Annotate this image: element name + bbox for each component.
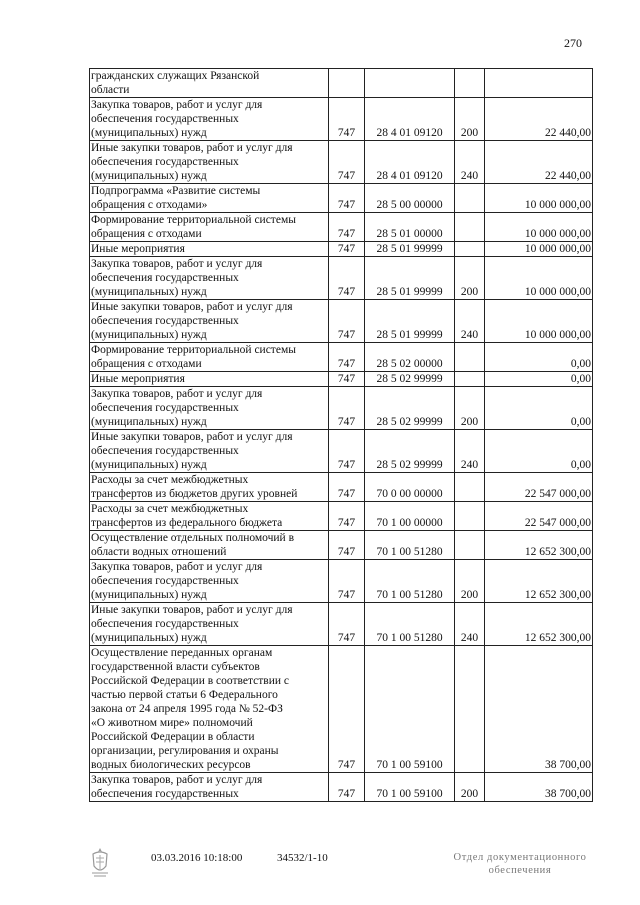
cell-name: Закупка товаров, работ и услуг для обеспечения государственных: [90, 773, 329, 802]
cell-ved: 747: [329, 343, 365, 372]
cell-csr: 70 1 00 51280: [365, 560, 455, 603]
cell-csr: 28 5 02 99999: [365, 372, 455, 387]
cell-vr: [455, 69, 485, 98]
footer-datetime: 03.03.2016 10:18:00: [151, 852, 243, 864]
coat-of-arms-icon: [89, 846, 111, 878]
cell-ved: 747: [329, 242, 365, 257]
cell-sum: [485, 69, 593, 98]
cell-name: Иные закупки товаров, работ и услуг для обеспечения государственных (муниципальных) нужд: [90, 300, 329, 343]
cell-name: гражданских служащих Рязанской области: [90, 69, 329, 98]
table-row: [90, 773, 593, 802]
cell-ved: 747: [329, 141, 365, 184]
cell-csr: 28 5 02 99999: [365, 430, 455, 473]
cell-csr: 28 5 01 99999: [365, 257, 455, 300]
cell-name: Закупка товаров, работ и услуг для обеспечения государственных (муниципальных) нужд: [90, 98, 329, 141]
cell-name: Иные закупки товаров, работ и услуг для обеспечения государственных (муниципальных) нужд: [90, 141, 329, 184]
cell-csr: 28 5 00 00000: [365, 184, 455, 213]
cell-csr: 28 5 02 99999: [365, 387, 455, 430]
cell-csr: 28 5 01 99999: [365, 242, 455, 257]
cell-ved: 747: [329, 300, 365, 343]
cell-ved: 747: [329, 773, 365, 802]
cell-vr: 240: [455, 430, 485, 473]
cell-ved: 747: [329, 430, 365, 473]
cell-sum: 10 000 000,00: [485, 300, 593, 343]
table-row: [90, 257, 593, 300]
table-row: [90, 184, 593, 213]
cell-name: Иные мероприятия: [90, 372, 329, 387]
cell-sum: 12 652 300,00: [485, 560, 593, 603]
cell-name: Иные закупки товаров, работ и услуг для обеспечения государственных (муниципальных) нужд: [90, 430, 329, 473]
cell-csr: 28 5 02 00000: [365, 343, 455, 372]
cell-vr: 200: [455, 560, 485, 603]
table-row: [90, 300, 593, 343]
department-stamp-line1: Отдел документационного: [453, 852, 587, 863]
department-stamp-line2: обеспечения: [488, 865, 552, 876]
budget-table-body: [90, 69, 593, 802]
cell-vr: [455, 343, 485, 372]
table-row: [90, 98, 593, 141]
cell-sum: 10 000 000,00: [485, 257, 593, 300]
cell-ved: 747: [329, 372, 365, 387]
cell-name: Формирование территориальной системы обращения с отходами: [90, 343, 329, 372]
cell-vr: 240: [455, 300, 485, 343]
table-row: [90, 387, 593, 430]
cell-ved: 747: [329, 560, 365, 603]
cell-vr: 200: [455, 387, 485, 430]
cell-sum: 22 547 000,00: [485, 502, 593, 531]
cell-ved: 747: [329, 387, 365, 430]
cell-name: Закупка товаров, работ и услуг для обеспечения государственных (муниципальных) нужд: [90, 257, 329, 300]
cell-name: Формирование территориальной системы обращения с отходами: [90, 213, 329, 242]
cell-csr: 70 1 00 00000: [365, 502, 455, 531]
table-row: [90, 646, 593, 773]
department-stamp: [445, 851, 595, 877]
cell-sum: 0,00: [485, 387, 593, 430]
table-row: [90, 502, 593, 531]
cell-csr: 70 1 00 51280: [365, 603, 455, 646]
table-row: [90, 141, 593, 184]
cell-vr: [455, 213, 485, 242]
table-row: [90, 213, 593, 242]
cell-sum: 10 000 000,00: [485, 242, 593, 257]
cell-sum: 0,00: [485, 430, 593, 473]
cell-sum: 38 700,00: [485, 773, 593, 802]
cell-ved: 747: [329, 184, 365, 213]
table-row: [90, 372, 593, 387]
cell-ved: 747: [329, 98, 365, 141]
cell-name: Расходы за счет межбюджетных трансфертов из бюджетов других уровней: [90, 473, 329, 502]
cell-vr: 200: [455, 257, 485, 300]
cell-csr: 28 5 01 00000: [365, 213, 455, 242]
cell-sum: 22 440,00: [485, 141, 593, 184]
cell-name: Иные закупки товаров, работ и услуг для обеспечения государственных (муниципальных) нужд: [90, 603, 329, 646]
cell-vr: 240: [455, 603, 485, 646]
budget-table: [89, 68, 593, 802]
cell-csr: [365, 69, 455, 98]
cell-name: Расходы за счет межбюджетных трансфертов из федерального бюджета: [90, 502, 329, 531]
cell-sum: 22 440,00: [485, 98, 593, 141]
cell-csr: 70 1 00 59100: [365, 773, 455, 802]
table-row: [90, 69, 593, 98]
cell-vr: [455, 184, 485, 213]
cell-sum: 38 700,00: [485, 646, 593, 773]
cell-name: Закупка товаров, работ и услуг для обеспечения государственных (муниципальных) нужд: [90, 560, 329, 603]
cell-csr: 70 1 00 51280: [365, 531, 455, 560]
cell-vr: [455, 646, 485, 773]
cell-sum: 12 652 300,00: [485, 603, 593, 646]
cell-sum: 12 652 300,00: [485, 531, 593, 560]
cell-csr: 70 0 00 00000: [365, 473, 455, 502]
cell-ved: 747: [329, 646, 365, 773]
table-row: [90, 242, 593, 257]
cell-csr: 28 4 01 09120: [365, 98, 455, 141]
cell-name: Осуществление отдельных полномочий в области водных отношений: [90, 531, 329, 560]
footer-doc-number: 34532/1-10: [277, 852, 328, 864]
table-row: [90, 430, 593, 473]
table-row: [90, 473, 593, 502]
cell-name: Подпрограмма «Развитие системы обращения с отходами»: [90, 184, 329, 213]
cell-csr: 28 5 01 99999: [365, 300, 455, 343]
cell-vr: [455, 502, 485, 531]
cell-sum: 10 000 000,00: [485, 213, 593, 242]
page-number: 270: [564, 36, 582, 50]
table-row: [90, 560, 593, 603]
cell-vr: 200: [455, 98, 485, 141]
cell-name: Закупка товаров, работ и услуг для обеспечения государственных (муниципальных) нужд: [90, 387, 329, 430]
cell-vr: [455, 372, 485, 387]
cell-sum: 0,00: [485, 343, 593, 372]
cell-ved: 747: [329, 473, 365, 502]
cell-csr: 70 1 00 59100: [365, 646, 455, 773]
cell-sum: 10 000 000,00: [485, 184, 593, 213]
cell-name: Иные мероприятия: [90, 242, 329, 257]
cell-name: Осуществление переданных органам государственной власти субъектов Российской Федерации в соответствии с частью первой статьи 6 Федерального закона от 24 апреля 1995 года № 52-ФЗ «О животном мире» полномочий Российской Федерации в области организации, регулирования и охраны водных биологических ресурсов: [90, 646, 329, 773]
cell-sum: 0,00: [485, 372, 593, 387]
table-row: [90, 531, 593, 560]
table-row: [90, 343, 593, 372]
cell-vr: 200: [455, 773, 485, 802]
cell-vr: [455, 531, 485, 560]
cell-vr: [455, 242, 485, 257]
cell-vr: [455, 473, 485, 502]
cell-vr: 240: [455, 141, 485, 184]
cell-ved: [329, 69, 365, 98]
cell-ved: 747: [329, 213, 365, 242]
cell-ved: 747: [329, 257, 365, 300]
table-row: [90, 603, 593, 646]
cell-ved: 747: [329, 531, 365, 560]
cell-csr: 28 4 01 09120: [365, 141, 455, 184]
cell-ved: 747: [329, 502, 365, 531]
cell-sum: 22 547 000,00: [485, 473, 593, 502]
cell-ved: 747: [329, 603, 365, 646]
